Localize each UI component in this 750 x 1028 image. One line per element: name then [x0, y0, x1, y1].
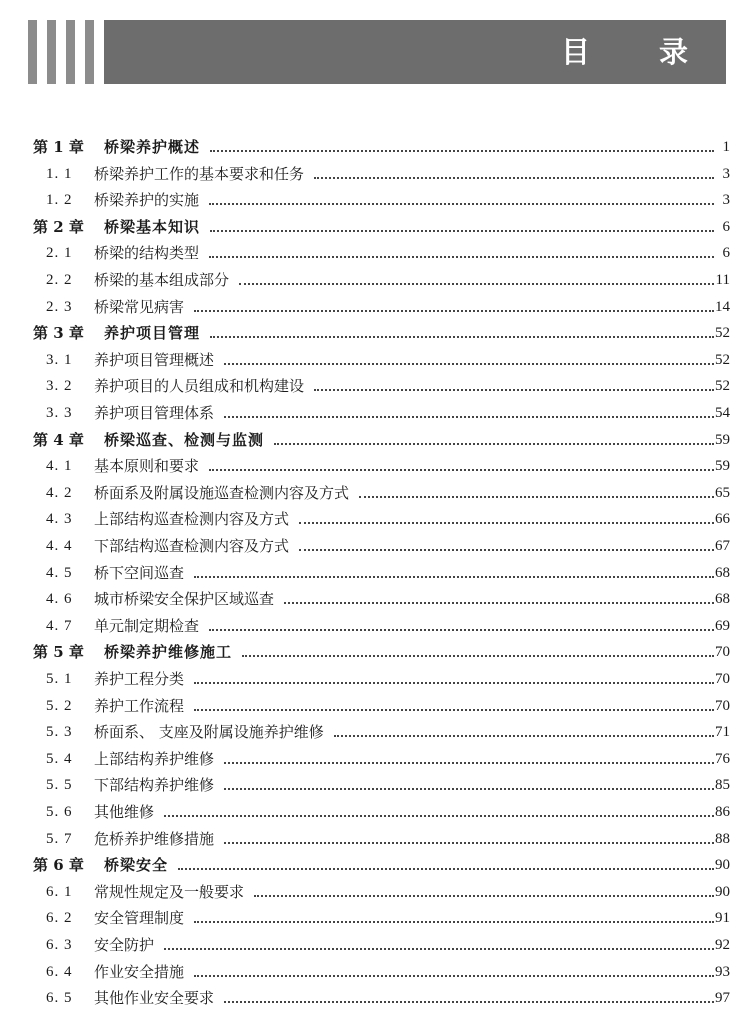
section-title: 桥梁养护工作的基本要求和任务 [94, 164, 305, 183]
section-number: 6. 3 [46, 937, 73, 953]
page-number: 6 [722, 245, 730, 262]
section-number: 2. 1 [46, 245, 73, 262]
toc-section-row[interactable] [0, 480, 750, 506]
section-number: 4. 1 [46, 458, 73, 475]
page-number: 71 [715, 724, 730, 741]
leader-dots [164, 948, 714, 950]
section-number: 5. 3 [46, 724, 73, 741]
decorative-bar [66, 20, 75, 84]
toc-section-row[interactable] [0, 267, 750, 293]
chapter-number: 第 6 章 [33, 856, 84, 875]
toc-section-row[interactable] [0, 719, 750, 745]
section-title: 基本原则和要求 [94, 457, 200, 476]
toc-chapter-row[interactable] [0, 427, 750, 453]
section-number: 5. 5 [46, 777, 73, 794]
chapter-title: 桥梁安全 [104, 856, 169, 875]
section-title: 桥面系及附属设施巡查检测内容及方式 [94, 483, 350, 502]
decorative-bar [47, 20, 56, 84]
toc-section-row[interactable] [0, 187, 750, 213]
toc-section-row[interactable] [0, 453, 750, 479]
leader-dots [224, 363, 714, 365]
section-title: 养护项目管理概述 [94, 350, 215, 369]
section-number: 5. 2 [46, 697, 73, 714]
section-number: 3. 3 [46, 405, 73, 421]
chapter-title: 桥梁基本知识 [104, 217, 201, 236]
toc-chapter-row[interactable] [0, 134, 750, 160]
leader-dots [254, 895, 714, 897]
toc-section-row[interactable] [0, 959, 750, 985]
toc-chapter-row[interactable] [0, 214, 750, 240]
toc-chapter-row[interactable] [0, 852, 750, 878]
section-title: 桥梁常见病害 [94, 297, 185, 316]
toc-section-row[interactable] [0, 905, 750, 931]
toc-section-row[interactable] [0, 347, 750, 373]
section-number: 5. 6 [46, 804, 73, 820]
toc-section-row[interactable] [0, 586, 750, 612]
leader-dots [209, 469, 714, 471]
toc-section-row[interactable] [0, 826, 750, 852]
page-number: 59 [715, 458, 730, 475]
page-number: 70 [715, 671, 730, 687]
decorative-bar [85, 20, 94, 84]
section-number: 2. 3 [46, 298, 73, 315]
page-number: 65 [715, 484, 730, 501]
page-number: 67 [715, 538, 730, 554]
toc-section-row[interactable] [0, 932, 750, 958]
toc-section-row[interactable] [0, 879, 750, 905]
section-title: 养护项目的人员组成和机构建设 [94, 377, 305, 396]
chapter-number: 第 3 章 [33, 324, 84, 343]
page-number: 88 [715, 830, 730, 847]
leader-dots [209, 256, 714, 258]
section-title: 养护项目管理体系 [94, 404, 215, 422]
toc-section-row[interactable] [0, 294, 750, 320]
section-title: 桥面系、 支座及附属设施养护维修 [94, 723, 324, 742]
page-number: 90 [715, 883, 730, 900]
leader-dots [224, 1001, 714, 1003]
chapter-title: 桥梁养护维修施工 [104, 643, 233, 662]
toc-section-row[interactable] [0, 373, 750, 399]
chapter-title: 桥梁巡查、检测与监测 [104, 430, 265, 449]
title-banner [104, 20, 726, 84]
leader-dots [284, 602, 714, 604]
section-title: 上部结构巡查检测内容及方式 [94, 510, 290, 529]
page-header [0, 20, 750, 84]
section-title: 桥梁养护的实施 [94, 191, 200, 210]
leader-dots [178, 868, 714, 870]
toc-section-row[interactable] [0, 506, 750, 532]
page-number: 85 [715, 777, 730, 794]
section-title: 安全防护 [94, 936, 155, 954]
section-title: 桥下空间巡查 [94, 563, 185, 582]
leader-dots [194, 310, 714, 312]
leader-dots [239, 283, 714, 285]
leader-dots [224, 416, 714, 418]
section-title: 单元制定期检查 [94, 616, 200, 635]
page-number: 70 [715, 697, 730, 714]
toc-chapter-row[interactable] [0, 639, 750, 665]
section-title: 其他维修 [94, 803, 155, 821]
page-number: 6 [722, 218, 730, 235]
page-number: 68 [715, 591, 730, 608]
chapter-number: 第 1 章 [33, 138, 84, 156]
page-number: 54 [715, 405, 730, 421]
page-number: 52 [715, 378, 730, 395]
section-title: 桥梁的结构类型 [94, 244, 200, 263]
section-number: 5. 7 [46, 830, 73, 847]
leader-dots [299, 522, 714, 524]
leader-dots [209, 203, 714, 205]
section-number: 5. 1 [46, 671, 73, 687]
toc-section-row[interactable] [0, 666, 750, 692]
toc-section-row[interactable] [0, 693, 750, 719]
section-title: 上部结构养护维修 [94, 749, 215, 768]
chapter-number: 第 5 章 [33, 643, 84, 662]
section-number: 4. 2 [46, 484, 73, 501]
section-number: 4. 6 [46, 591, 73, 608]
toc-section-row[interactable] [0, 799, 750, 825]
section-number: 6. 4 [46, 963, 73, 980]
section-title: 危桥养护维修措施 [94, 829, 215, 848]
page-number: 70 [715, 644, 730, 661]
section-title: 城市桥梁安全保护区域巡查 [94, 590, 275, 609]
section-number: 1. 2 [46, 192, 73, 209]
page-number: 3 [722, 192, 730, 209]
leader-dots [359, 496, 714, 498]
leader-dots [314, 389, 714, 391]
page-number: 69 [715, 617, 730, 634]
page-number: 1 [722, 139, 730, 155]
leader-dots [194, 709, 714, 711]
page-number: 66 [715, 511, 730, 528]
leader-dots [194, 576, 714, 578]
section-number: 6. 2 [46, 910, 73, 927]
toc-section-row[interactable] [0, 533, 750, 559]
page-number: 14 [715, 298, 730, 315]
leader-dots [224, 788, 714, 790]
leader-dots [210, 150, 714, 152]
page-number: 3 [722, 165, 730, 182]
section-number: 6. 1 [46, 883, 73, 900]
toc-section-row[interactable] [0, 985, 750, 1011]
leader-dots [164, 815, 714, 817]
page-number: 86 [715, 804, 730, 820]
section-number: 4. 5 [46, 564, 73, 581]
leader-dots [210, 230, 714, 232]
leader-dots [299, 549, 714, 551]
toc-section-row[interactable] [0, 240, 750, 266]
chapter-title: 养护项目管理 [104, 324, 201, 343]
chapter-number: 第 2 章 [33, 217, 84, 236]
section-number: 4. 4 [46, 538, 73, 554]
leader-dots [224, 762, 714, 764]
page-number: 97 [715, 990, 730, 1007]
section-title: 养护工作流程 [94, 696, 185, 715]
section-number: 3. 2 [46, 378, 73, 395]
leader-dots [314, 177, 714, 179]
toc-section-row[interactable] [0, 772, 750, 798]
page-number: 52 [715, 325, 730, 342]
leader-dots [194, 682, 714, 684]
decorative-bar [28, 20, 37, 84]
toc-section-row[interactable] [0, 400, 750, 426]
leader-dots [209, 629, 714, 631]
page-number: 91 [715, 910, 730, 927]
page-title: 目 录 [560, 35, 708, 69]
section-title: 下部结构巡查检测内容及方式 [94, 537, 290, 555]
chapter-number: 第 4 章 [33, 430, 84, 449]
toc-chapter-row[interactable] [0, 320, 750, 346]
section-title: 安全管理制度 [94, 909, 185, 928]
section-number: 4. 3 [46, 511, 73, 528]
page-number: 76 [715, 750, 730, 767]
section-number: 2. 2 [46, 272, 73, 288]
page-number: 59 [715, 431, 730, 448]
leader-dots [334, 735, 714, 737]
page-number: 92 [715, 937, 730, 953]
toc-section-row[interactable] [0, 560, 750, 586]
section-number: 3. 1 [46, 351, 73, 368]
section-number: 6. 5 [46, 990, 73, 1007]
section-title: 养护工程分类 [94, 670, 185, 688]
leader-dots [224, 842, 714, 844]
section-title: 桥梁的基本组成部分 [94, 271, 230, 289]
toc-section-row[interactable] [0, 161, 750, 187]
leader-dots [194, 975, 714, 977]
section-number: 4. 7 [46, 617, 73, 634]
leader-dots [274, 443, 714, 445]
page-number: 52 [715, 351, 730, 368]
section-number: 1. 1 [46, 165, 73, 182]
page-number: 90 [715, 857, 730, 874]
page-number: 68 [715, 564, 730, 581]
leader-dots [194, 921, 714, 923]
section-title: 其他作业安全要求 [94, 989, 215, 1008]
section-title: 常规性规定及一般要求 [94, 882, 245, 901]
leader-dots [210, 336, 714, 338]
section-number: 5. 4 [46, 750, 73, 767]
section-title: 作业安全措施 [94, 962, 185, 981]
leader-dots [242, 655, 714, 657]
toc-section-row[interactable] [0, 746, 750, 772]
chapter-title: 桥梁养护概述 [104, 138, 201, 156]
page-number: 11 [715, 272, 730, 288]
page-number: 93 [715, 963, 730, 980]
section-title: 下部结构养护维修 [94, 776, 215, 795]
toc-section-row[interactable] [0, 613, 750, 639]
